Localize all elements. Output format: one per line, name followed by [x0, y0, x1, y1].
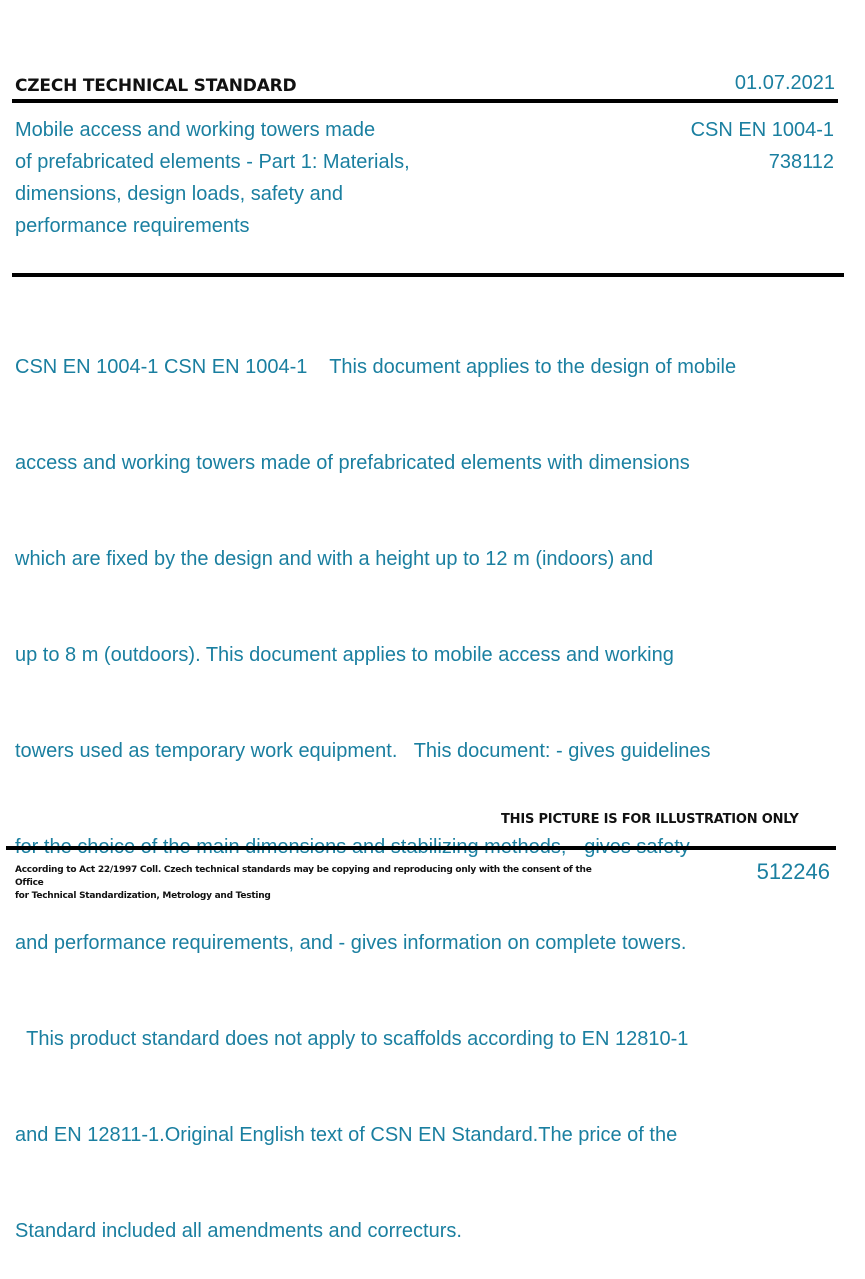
abstract-line: up to 8 m (outdoors). This document applies to mobile access and working [15, 644, 674, 666]
illustration-note: THIS PICTURE IS FOR ILLUSTRATION ONLY [501, 812, 799, 827]
title-line: Mobile access and working towers made [15, 119, 376, 141]
legal-line: According to Act 22/1997 Coll. Czech technical standards may be copying and reproducing only with the consent of the Office [15, 865, 592, 888]
document-type-label: CZECH TECHNICAL STANDARD [15, 76, 297, 96]
abstract-line: CSN EN 1004-1 CSN EN 1004-1 This document applies to the design of mobile [15, 356, 737, 378]
publication-date: 01.07.2021 [734, 72, 835, 94]
abstract-line: towers used as temporary work equipment. This document: - gives guidelines [15, 740, 711, 762]
document-number: 512246 [756, 859, 830, 884]
legal-notice [15, 864, 615, 903]
title-line: of prefabricated elements - Part 1: Materials, [15, 151, 410, 173]
title-line: dimensions, design loads, safety and [15, 183, 343, 205]
footer-divider [6, 846, 836, 850]
abstract-text [15, 287, 815, 1279]
title-line: performance requirements [15, 215, 250, 237]
header-divider [12, 99, 838, 103]
standard-code: CSN EN 1004-1 [690, 119, 834, 141]
abstract-line: This product standard does not apply to scaffolds according to EN 12810-1 [15, 1028, 689, 1050]
standard-codes [691, 114, 834, 178]
abstract-line: which are fixed by the design and with a height up to 12 m (indoors) and [15, 548, 654, 570]
classification-number: 738112 [768, 151, 834, 173]
abstract-line: Standard included all amendments and correcturs. [15, 1220, 462, 1242]
abstract-line: and EN 12811-1.Original English text of CSN EN Standard.The price of the [15, 1124, 678, 1146]
legal-line: for Technical Standardization, Metrology and Testing [15, 891, 271, 901]
abstract-line: access and working towers made of prefabricated elements with dimensions [15, 452, 690, 474]
standard-title [15, 114, 485, 242]
title-divider [12, 273, 844, 277]
abstract-line: and performance requirements, and - gives information on complete towers. [15, 932, 687, 954]
